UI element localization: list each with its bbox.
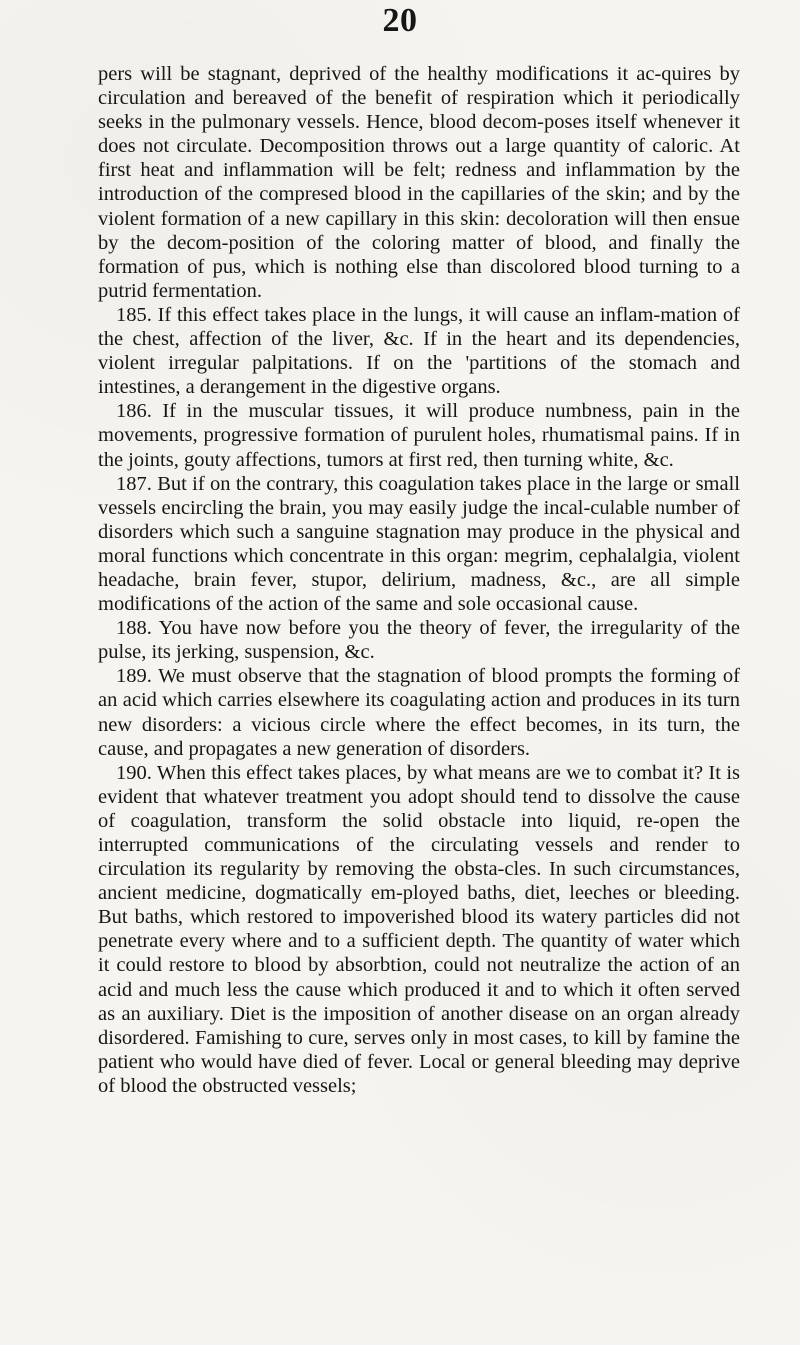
paragraph-186: 186. If in the muscular tissues, it will produce numbness, pain in the movements, progressive formation of purulent holes, rhumatismal pains. If in the joints, gouty affections, tumors at first red, then turning white, &c. [98, 400, 740, 471]
body-text [98, 62, 740, 1332]
page-number: 20 [382, 2, 418, 39]
paragraph-188: 188. You have now before you the theory of fever, the irregularity of the pulse, its jerking, suspension, &c. [98, 617, 740, 664]
paragraph-185: 185. If this effect takes place in the lungs, it will cause an inflam-mation of the chest, affection of the liver, &c. If in the heart and its dependencies, violent irregular palpitations. If on the 'partitions of the stomach and intestines, a derangement in the digestive organs. [98, 303, 740, 399]
paragraph-189: 189. We must observe that the stagnation of blood prompts the forming of an acid which carries elsewhere its coagulating action and produces in its turn new disorders: a vicious circle where the effect becomes, in its turn, the cause, and propagates a new generation of disorders. [98, 665, 740, 760]
paragraph-187: 187. But if on the contrary, this coagulation takes place in the large or small vessels encircling the brain, you may easily judge the incal-culable number of disorders which such a sanguine stagnation may produce in the physical and moral functions which concentrate in this organ: megrim, cephalalgia, violent headache, brain fever, stupor, delirium, madness, &c., are all simple modifications of the action of the same and sole occasional cause. [98, 472, 740, 616]
paragraph-continuation: pers will be stagnant, deprived of the healthy modifications it ac-quires by circulation and bereaved of the benefit of respiration which it periodically seeks in the pulmonary vessels. Hence, blood decom-poses itself whenever it does not circulate. Decomposition throws out a large quantity of caloric. At first heat and inflammation will be felt; redness and inflammation by the introduction of the compresed blood in the capillaries of the skin; and by the violent formation of a new capillary in this skin: decoloration will then ensue by the decom-position of the coloring matter of blood, and finally the formation of pus, which is nothing else than discolored blood turning to a putrid fermentation. [98, 63, 740, 302]
paragraph-190: 190. When this effect takes places, by what means are we to combat it? It is evident that whatever treatment you adopt should tend to dissolve the cause of coagulation, transform the solid obstacle into liquid, re-open the interrupted communications of the circulating vessels and render to circulation its regularity by removing the obsta-cles. In such circumstances, ancient medicine, dogmatically em-ployed baths, diet, leeches or bleeding. But baths, which restored to impoverished blood its watery particles did not penetrate every where and to a sufficient depth. The quantity of water which it could restore to blood by absorbtion, could not neutralize the action of an acid and much less the cause which produced it and to which it often served as an auxiliary. Diet is the imposition of another disease on an organ already disordered. Famishing to cure, serves only in most cases, to kill by famine the patient who would have died of fever. Local or general bleeding may deprive of blood the obstructed vessels; [98, 761, 740, 1097]
